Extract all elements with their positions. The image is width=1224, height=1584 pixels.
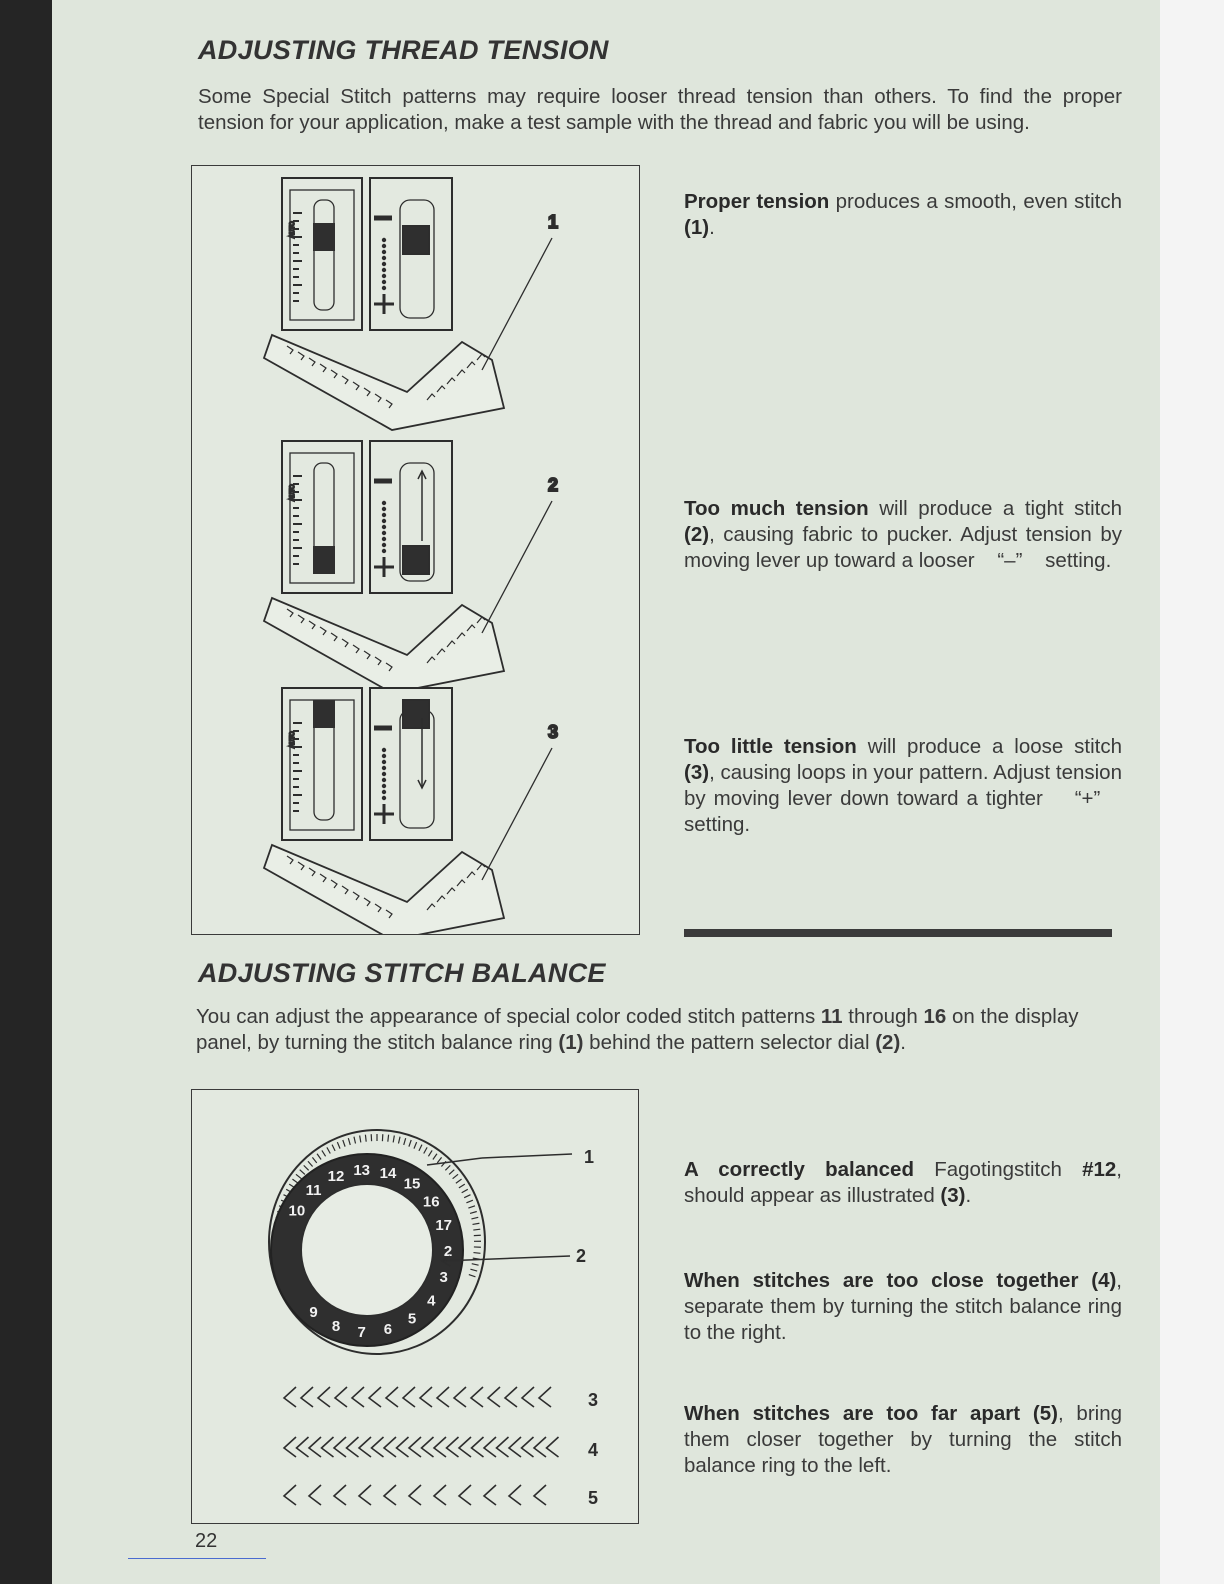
fagoting-stitch: [539, 1387, 551, 1407]
dot-scale: [383, 520, 385, 522]
fagoting-stitch: [422, 1437, 434, 1457]
dot-scale: [383, 767, 385, 769]
dial-number: 10: [288, 1202, 306, 1220]
fagoting-stitch: [335, 1387, 347, 1407]
fagoting-stitch: [322, 1437, 334, 1457]
too-close-text: [684, 1268, 1122, 1346]
dot-scale: [383, 514, 385, 516]
fabric-sample: [264, 598, 504, 693]
too-much-tension-rest: , causing fabric to pucker. Adjust tension by moving lever up toward a looser “–” setting.: [684, 523, 1122, 572]
dot-scale: [383, 287, 385, 289]
dial-number: 3: [439, 1269, 448, 1287]
dial-number: 14: [379, 1164, 397, 1182]
slider-knob: [313, 546, 335, 574]
correct-balance-ref: (3): [940, 1184, 966, 1207]
auto-label: AUTO: [290, 484, 296, 501]
proper-tension-text: [684, 189, 1122, 241]
dot-scale: [383, 257, 385, 259]
callout-line-1b: [482, 1154, 572, 1158]
fagoting-stitch: [372, 1437, 384, 1457]
fagoting-stitch: [488, 1387, 500, 1407]
scan-mark: [128, 1558, 266, 1559]
dot-scale: [383, 773, 385, 775]
dial-number: 6: [383, 1321, 393, 1339]
callout-line: [482, 238, 552, 370]
scan-edge-right: [1160, 0, 1224, 1584]
fagoting-stitch: [420, 1387, 432, 1407]
too-much-tension-desc: will produce a tight stitch: [868, 497, 1122, 520]
too-far-rest: , bring them closer together by turning the stitch balance ring to the left.: [684, 1402, 1123, 1477]
fagoting-stitch: [534, 1437, 546, 1457]
dot-scale: [383, 251, 385, 253]
too-much-tension-term: Too much tension: [684, 497, 869, 520]
ring-ridge: [473, 1229, 480, 1230]
callout-1: 1: [584, 1147, 595, 1167]
fagoting-stitch: [309, 1437, 321, 1457]
lever-knob: [403, 700, 429, 728]
dot-scale: [383, 275, 385, 277]
dial-number: 2: [443, 1243, 453, 1260]
correct-balance-term: A correctly balanced: [684, 1158, 914, 1181]
balance-intro-ref1: (1): [558, 1031, 584, 1054]
lever-knob: [403, 546, 429, 574]
dot-scale: [383, 281, 385, 283]
fagoting-stitch: [334, 1437, 346, 1457]
callout-line: [482, 501, 552, 633]
tension-sample-2: [264, 441, 558, 693]
dot-scale: [383, 526, 385, 528]
too-far-text: [684, 1401, 1122, 1479]
fagoting-stitch: [347, 1437, 359, 1457]
dot-scale: [383, 749, 385, 751]
fagoting-stitch: [459, 1437, 471, 1457]
fagoting-stitch: [447, 1437, 459, 1457]
balance-intro-n11: 11: [820, 1005, 843, 1028]
fagoting-stitch: [384, 1485, 396, 1505]
fagoting-stitch: [434, 1437, 446, 1457]
too-close-rest: , separate them by turning the stitch balance ring to the right.: [684, 1269, 1122, 1344]
fagoting-stitch: [509, 1485, 521, 1505]
fagoting-stitch: [437, 1387, 449, 1407]
dial-number: 8: [331, 1317, 341, 1335]
proper-tension-term: Proper tension: [684, 190, 830, 213]
scan-edge-left: [0, 0, 52, 1584]
fagoting-stitch: [459, 1485, 471, 1505]
correct-balance-desc: Fagotingstitch: [913, 1158, 1083, 1181]
dot-scale: [383, 245, 385, 247]
balance-figure: [191, 1089, 639, 1524]
ring-ridge: [365, 1135, 366, 1142]
correct-balance-end: .: [965, 1184, 972, 1207]
dot-scale: [383, 791, 385, 793]
dial-number: 7: [357, 1323, 366, 1341]
dot-scale: [383, 785, 385, 787]
dot-scale: [383, 779, 385, 781]
balance-intro-b: through: [842, 1005, 924, 1028]
too-little-tension-ref: (3): [684, 761, 710, 784]
fabric-sample: [264, 335, 504, 430]
fagoting-stitch: [309, 1485, 321, 1505]
dial-number: 12: [327, 1168, 345, 1186]
dot-scale: [383, 239, 385, 241]
fagoting-stitch: [522, 1437, 534, 1457]
fagoting-stitch: [403, 1387, 415, 1407]
tension-sample-1: [264, 178, 558, 430]
too-far-term: When stitches are too far apart: [684, 1402, 1021, 1425]
fabric-sample: [264, 845, 504, 934]
stitch-row-5: [284, 1485, 598, 1508]
fagoting-stitch: [472, 1437, 484, 1457]
slider-knob: [313, 223, 335, 251]
proper-tension-end: .: [709, 216, 715, 239]
too-little-tension-text: [684, 734, 1122, 838]
dot-scale: [383, 508, 385, 510]
balance-illustration: [192, 1090, 638, 1523]
dial-number: 13: [353, 1162, 371, 1180]
callout-line: [482, 748, 552, 880]
fagoting-stitch: [297, 1437, 309, 1457]
stitch-balance-intro: [196, 1004, 1122, 1056]
fagoting-stitch: [484, 1437, 496, 1457]
fagoting-stitch: [284, 1387, 296, 1407]
dial-number: 17: [435, 1216, 453, 1234]
too-close-ref: (4): [1078, 1269, 1117, 1292]
tension-sample-3: [264, 688, 558, 934]
fagoting-stitch: [471, 1387, 483, 1407]
fagoting-stitch: [384, 1437, 396, 1457]
correct-balance-num: #12: [1082, 1158, 1117, 1181]
balance-intro-e: .: [900, 1031, 906, 1054]
dot-scale: [383, 761, 385, 763]
balance-intro-ref2: (2): [875, 1031, 901, 1054]
dot-scale: [383, 550, 385, 552]
proper-tension-ref: (1): [684, 216, 710, 239]
page-number: 22: [195, 1530, 218, 1552]
dial-number: 16: [422, 1193, 440, 1211]
fagoting-stitch: [352, 1387, 364, 1407]
too-little-tension-desc: will produce a loose stitch: [856, 735, 1122, 758]
stitch-row-label: 3: [588, 1390, 599, 1410]
dot-scale: [383, 797, 385, 799]
callout-number: 2: [548, 475, 559, 495]
ring-ridge: [473, 1253, 480, 1254]
balance-intro-n16: 16: [923, 1005, 947, 1028]
dial-number: 11: [305, 1182, 322, 1200]
stitch-row-label: 5: [588, 1488, 599, 1508]
slider-knob: [313, 700, 335, 728]
dot-scale: [383, 269, 385, 271]
fagoting-stitch: [505, 1387, 517, 1407]
dial-number: 4: [427, 1292, 436, 1310]
fagoting-stitch: [334, 1485, 346, 1505]
fagoting-stitch: [454, 1387, 466, 1407]
fagoting-stitch: [484, 1485, 496, 1505]
dial-number: 9: [309, 1303, 318, 1321]
stitch-row-label: 4: [588, 1440, 599, 1460]
dial-number: 5: [407, 1310, 417, 1328]
fagoting-stitch: [547, 1437, 559, 1457]
fagoting-stitch: [509, 1437, 521, 1457]
thread-tension-heading: ADJUSTING THREAD TENSION: [198, 35, 609, 65]
dot-scale: [383, 263, 385, 265]
stitch-balance-heading: ADJUSTING STITCH BALANCE: [198, 958, 606, 988]
balance-intro-d: behind the pattern selector dial: [583, 1031, 876, 1054]
fagoting-stitch: [386, 1387, 398, 1407]
thread-tension-intro: Some Special Stitch patterns may require looser thread tension than others. To find the proper tension for your application, make a test sample with the thread and fabric you will be using.: [198, 85, 1122, 134]
fagoting-stitch: [434, 1485, 446, 1505]
dial-number: 15: [403, 1175, 421, 1193]
proper-tension-desc: produces a smooth, even stitch: [829, 190, 1122, 213]
callout-2: 2: [576, 1246, 587, 1266]
callout-number: 1: [548, 212, 559, 232]
too-close-term: When stitches are too close together: [684, 1269, 1079, 1292]
auto-label: AUTO: [290, 221, 296, 238]
stitch-row-3: [284, 1387, 598, 1410]
fagoting-stitch: [359, 1485, 371, 1505]
ring-ridge: [388, 1135, 389, 1142]
correct-balance-text: [684, 1157, 1122, 1209]
fagoting-stitch: [409, 1437, 421, 1457]
tension-figure: [191, 165, 640, 935]
fagoting-stitch: [359, 1437, 371, 1457]
too-little-tension-rest: , causing loops in your pattern. Adjust tension by moving lever down toward a tighter “+” setting.: [684, 761, 1122, 836]
dot-scale: [383, 502, 385, 504]
fagoting-stitch: [284, 1485, 296, 1505]
too-much-tension-ref: (2): [684, 523, 710, 546]
tension-illustration: [192, 166, 639, 934]
fagoting-stitch: [522, 1387, 534, 1407]
dot-scale: [383, 544, 385, 546]
fagoting-stitch: [301, 1387, 313, 1407]
auto-label: AUTO: [290, 731, 296, 748]
balance-intro-c: on the display panel, by turning the stitch balance ring: [196, 1005, 1079, 1054]
lever-knob: [403, 226, 429, 254]
callout-number: 3: [548, 722, 559, 742]
fagoting-stitch: [397, 1437, 409, 1457]
dial-center: [301, 1184, 433, 1316]
correct-balance-desc2: , should appear as illustrated: [684, 1158, 1122, 1207]
too-far-ref: (5): [1020, 1402, 1058, 1425]
balance-intro-a: You can adjust the appearance of special color coded stitch patterns: [196, 1005, 821, 1028]
fagoting-stitch: [318, 1387, 330, 1407]
fagoting-stitch: [534, 1485, 546, 1505]
fagoting-stitch: [497, 1437, 509, 1457]
dot-scale: [383, 755, 385, 757]
too-much-tension-text: [684, 496, 1122, 574]
stitch-row-4: [284, 1437, 598, 1460]
too-little-tension-term: Too little tension: [684, 735, 857, 758]
fagoting-stitch: [369, 1387, 381, 1407]
fagoting-stitch: [284, 1437, 296, 1457]
section-divider: [684, 929, 1112, 937]
fagoting-stitch: [409, 1485, 421, 1505]
dot-scale: [383, 532, 385, 534]
dot-scale: [383, 538, 385, 540]
